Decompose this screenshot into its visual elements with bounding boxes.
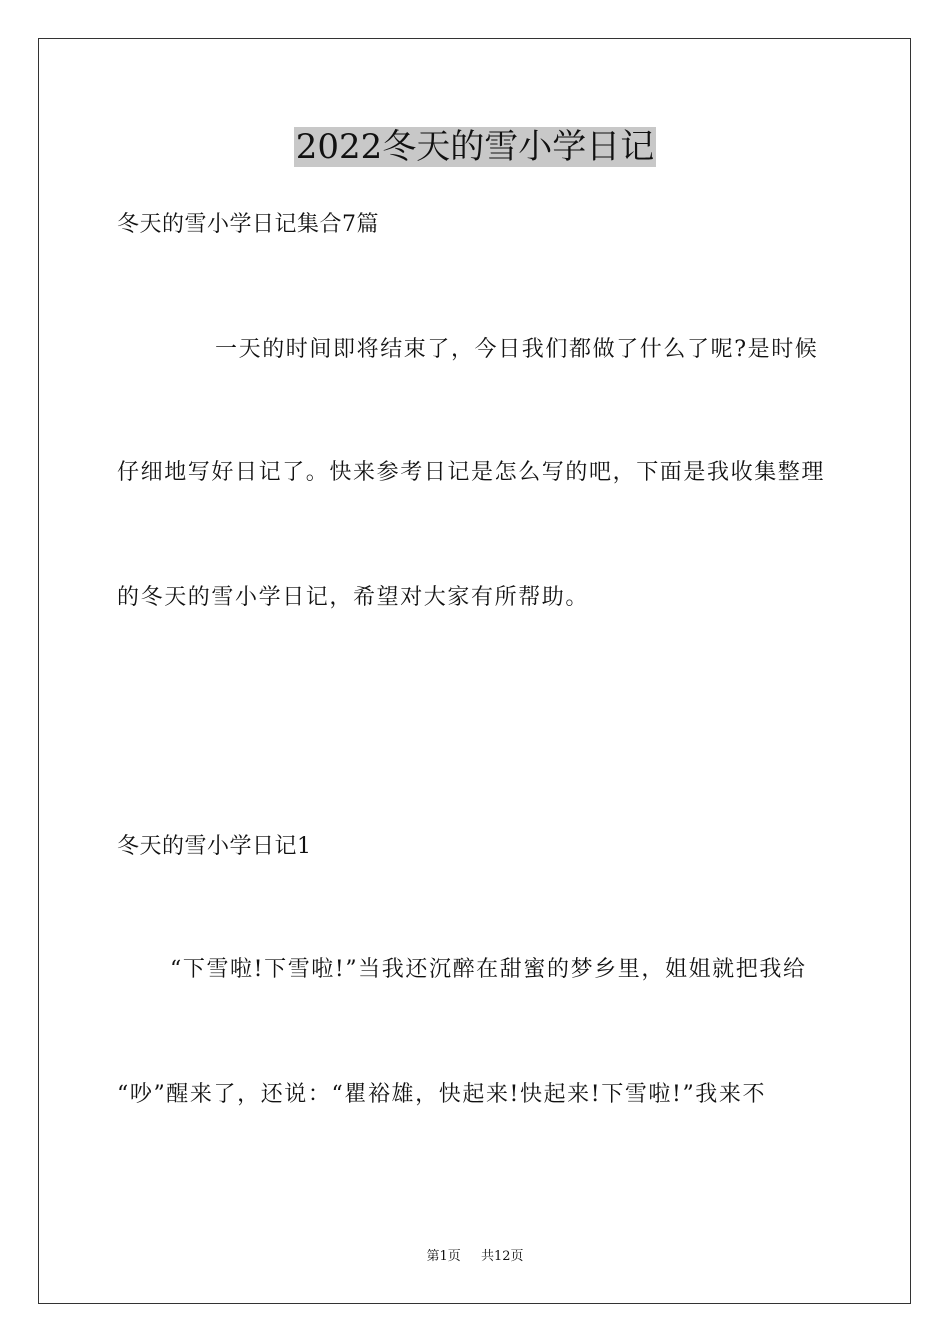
section-heading: 冬天的雪小学日记1	[117, 834, 312, 859]
intro-line-1: 一天的时间即将结束了，今日我们都做了什么了呢?是时候	[215, 337, 819, 362]
page-footer	[0, 1248, 950, 1266]
title-text: 2022冬天的雪小学日记	[295, 127, 655, 167]
document-subtitle: 冬天的雪小学日记集合7篇	[117, 212, 379, 237]
intro-line-2: 仔细地写好日记了。快来参考日记是怎么写的吧，下面是我收集整理	[117, 460, 826, 485]
body-line-1: “下雪啦!下雪啦!”当我还沉醉在甜蜜的梦乡里，姐姐就把我给	[170, 957, 807, 982]
page-total: 共12页	[480, 1249, 524, 1264]
body-line-2: “吵”醒来了，还说：“瞿裕雄，快起来!快起来!下雪啦!”我来不	[117, 1082, 767, 1107]
page-title	[0, 125, 950, 169]
intro-line-3: 的冬天的雪小学日记，希望对大家有所帮助。	[117, 585, 590, 610]
page-number: 第1页	[426, 1249, 461, 1264]
